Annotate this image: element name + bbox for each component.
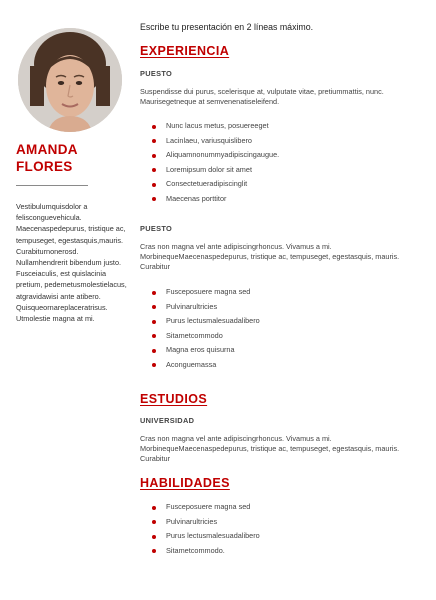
list-item: Loremipsum dolor sit amet — [150, 163, 279, 178]
education-institution: UNIVERSIDAD — [140, 416, 195, 425]
education-title: ESTUDIOS — [140, 392, 208, 406]
list-item: Fusceposuere magna sed — [150, 285, 260, 300]
red-dot-icon — [152, 168, 156, 172]
red-dot-icon — [152, 506, 156, 510]
list-item: Pulvinarultricies — [150, 300, 260, 315]
red-dot-icon — [152, 197, 156, 201]
experience-title: EXPERIENCIA — [140, 44, 230, 58]
red-dot-icon — [152, 520, 156, 524]
list-item: Aliquamnonummyadipiscingaugue. — [150, 148, 279, 163]
list-item: Lacinlaeu, variusquislibero — [150, 134, 279, 149]
list-item: Aconguemassa — [150, 358, 260, 373]
job-2-role: PUESTO — [140, 224, 173, 233]
job-1-description: Suspendisse dui purus, scelerisque at, vulputate vitae, pretiummattis, nunc. Maurisegetneque at semvenenatiseleifend. — [140, 87, 384, 106]
red-dot-icon — [152, 535, 156, 539]
list-item: Consectetueradipiscinglit — [150, 177, 279, 192]
red-dot-icon — [152, 363, 156, 367]
bio-text: Vestibulumquisdolor a felisconguevehicula. Maecenaspedepurus, tristique ac, tempuseget, egestasquis,mauris. Curabiturnonerosd. Nullamhendrerit bibendum justo. Fusceiaculis, est quislacinia pretium, pedemetusmolestielacus, atgravidawisi ante atibero. Quisqueornareplaceratrisus. Utmolestie magna at mi. — [16, 202, 127, 324]
skills-title: HABILIDADES — [140, 476, 230, 490]
list-item: Purus lectusmalesuadalibero — [150, 529, 260, 544]
list-item: Nunc lacus metus, posuereeget — [150, 119, 279, 134]
red-dot-icon — [152, 549, 156, 553]
last-name: FLORES — [16, 159, 73, 174]
job-1-bullets — [150, 119, 279, 207]
sidebar-divider — [16, 185, 88, 186]
red-dot-icon — [152, 183, 156, 187]
red-dot-icon — [152, 291, 156, 295]
red-dot-icon — [152, 320, 156, 324]
list-item: Purus lectusmalesuadalibero — [150, 314, 260, 329]
list-item: Sitametcommodo. — [150, 544, 260, 559]
person-name — [16, 141, 126, 175]
list-item: Sitametcommodo — [150, 329, 260, 344]
list-item: Fusceposuere magna sed — [150, 500, 260, 515]
job-2-description: Cras non magna vel ante adipiscingrhoncus. Vivamus a mi. MorbinequeMaecenaspedepurus, tristique ac, tempuseget, egestasquis, mauris. Curabitur — [140, 242, 400, 271]
skills-bullets — [150, 500, 260, 558]
red-dot-icon — [152, 125, 156, 129]
tagline: Escribe tu presentación en 2 líneas máximo. — [140, 22, 314, 32]
profile-photo — [18, 28, 122, 132]
red-dot-icon — [152, 305, 156, 309]
red-dot-icon — [152, 139, 156, 143]
job-1-role: PUESTO — [140, 69, 173, 78]
job-2-bullets — [150, 285, 260, 373]
red-dot-icon — [152, 154, 156, 158]
list-item: Maecenas porttitor — [150, 192, 279, 207]
education-description: Cras non magna vel ante adipiscingrhoncus. Vivamus a mi. MorbinequeMaecenaspedepurus, tristique ac, tempuseget, egestasquis, mauris. Curabitur — [140, 434, 400, 463]
red-dot-icon — [152, 349, 156, 353]
list-item: Pulvinarultricies — [150, 515, 260, 530]
red-dot-icon — [152, 334, 156, 338]
list-item: Magna eros quisurna — [150, 343, 260, 358]
first-name: AMANDA — [16, 142, 78, 157]
